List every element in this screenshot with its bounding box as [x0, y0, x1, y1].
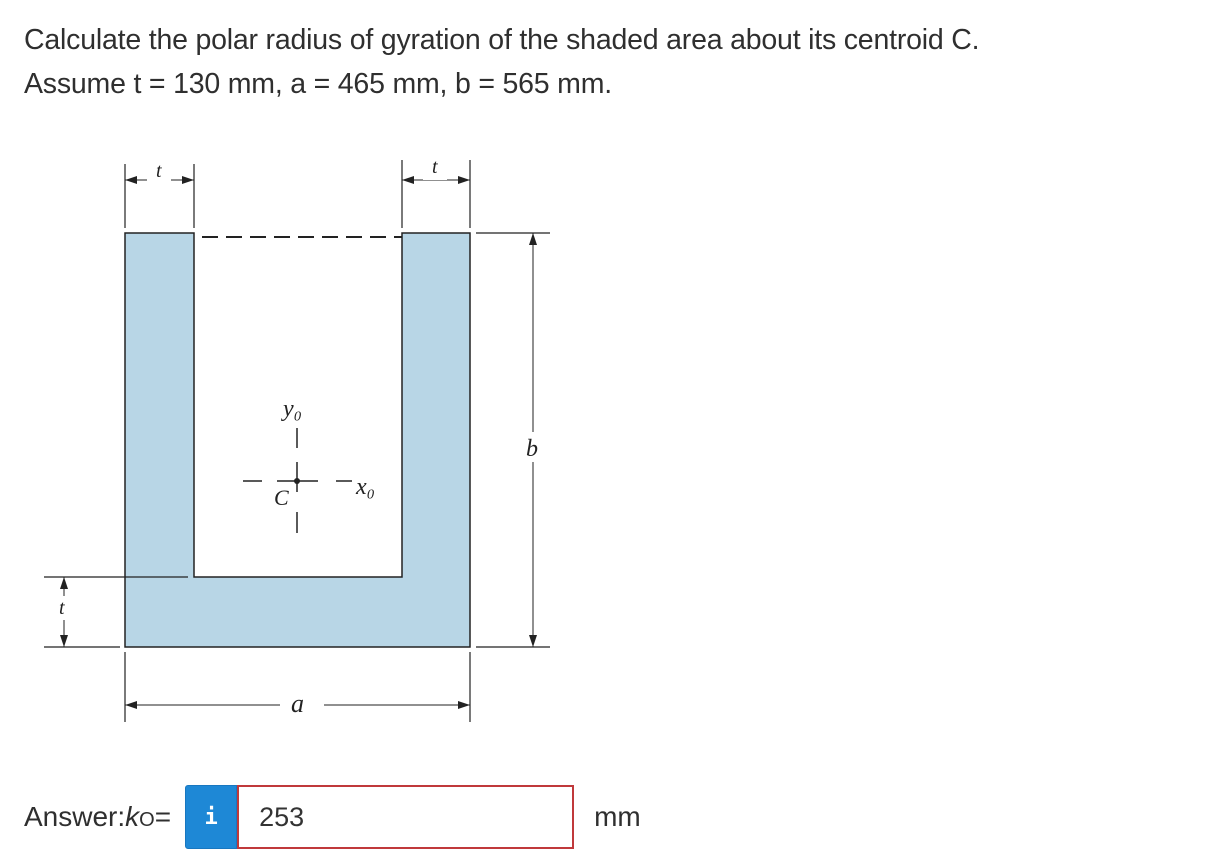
t-label-top-right: t	[432, 156, 438, 178]
centroid-axes	[243, 396, 375, 533]
answer-prefix: Answer:	[24, 801, 126, 832]
answer-input[interactable]	[237, 785, 574, 849]
t-label-top-left: t	[156, 160, 162, 182]
b-dimension	[476, 233, 550, 647]
answer-equals: =	[154, 801, 172, 832]
info-icon[interactable]: i	[185, 785, 237, 849]
t-dimension-top-right	[402, 156, 470, 228]
y0-label: y₀	[283, 396, 302, 422]
question-line-2: Assume t = 130 mm, a = 465 mm, b = 565 mm.	[24, 68, 612, 100]
answer-subscript: O	[139, 809, 155, 831]
b-label: b	[526, 436, 538, 462]
answer-variable: k	[125, 801, 140, 832]
x0-label: x₀	[356, 474, 375, 500]
a-dimension	[125, 652, 470, 722]
answer-label	[24, 801, 171, 833]
unit-label: mm	[594, 801, 641, 832]
centroid-label: C	[274, 485, 289, 510]
t-dimension-top-left	[125, 160, 194, 228]
a-label: a	[291, 689, 304, 718]
answer-row	[24, 784, 641, 850]
t-label-left: t	[59, 597, 65, 619]
centroid-point	[294, 478, 300, 484]
question-line-1: Calculate the polar radius of gyration of the shaded area about its centroid C.	[24, 24, 980, 56]
